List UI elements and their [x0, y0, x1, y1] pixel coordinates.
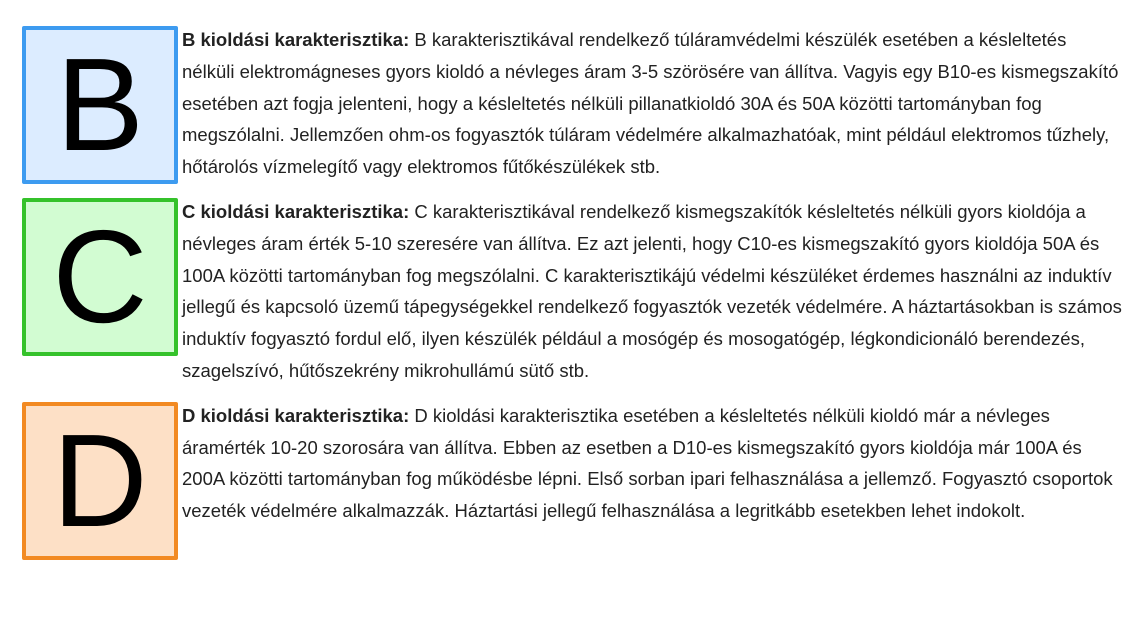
term-b: B kioldási karakterisztika:: [182, 29, 410, 50]
term-c: C kioldási karakterisztika:: [182, 200, 410, 222]
letter-d-icon: D: [22, 402, 178, 560]
description-d: D kioldási karakterisztika esetében a késleltetés nélküli kioldó már a névleges áramérték 10-20 szorosára van állítva. Ebben az esetben a D10-es kismegszakító gyors kioldója már 100A és 200A közötti tartományban fog működésbe lépni. Első sorban ipari felhasználása a jellemző. Fogyasztó csoportok vezeték védelmére alkalmazzák. Háztartási jellegű felhasználása a legritkább esetekben lehet indokolt.: [182, 404, 1113, 522]
term-d: D kioldási karakterisztika:: [182, 404, 410, 426]
section-b: [22, 24, 1122, 183]
letter-c-icon: C: [22, 198, 178, 356]
section-c: [22, 196, 1122, 387]
description-b: B karakterisztikával rendelkező túláramvédelmi készülék esetében a késleltetés nélküli elektromágneses gyors kioldó a névleges áram 3-5 szörösére van állítva. Vagyis egy B10-es kismegszakító esetében azt fogja jelenteni, hogy a késleltetés nélküli pillanatkioldó 30A és 50A közötti tartományban fog megszólalni. Jellemzően ohm-os fogyasztók túláram védelmére alkalmazhatóak, mint például elektromos tűzhely, hőtárolós vízmelegítő vagy elektromos fűtőkészülékek stb.: [182, 29, 1119, 178]
letter-b-icon: B: [22, 26, 178, 184]
description-c: C karakterisztikával rendelkező kismegszakítók késleltetés nélküli gyors kioldója a névleges áram érték 5-10 szeresére van állítva. Ez azt jelenti, hogy C10-es kismegszakító gyors kioldója 50A és 100A közötti tartományban fog megszólalni. C karakterisztikájú védelmi készüléket érdemes használni az induktív jellegű és kapcsoló üzemű tápegységekkel rendelkező fogyasztók vezeték védelmére. A háztartásokban is számos induktív fogyasztó fordul elő, ilyen készülék például a mosógép és mosogatógép, légkondicionáló berendezés, szagelszívó, hűtőszekrény mikrohullámú sütő stb.: [182, 200, 1122, 381]
article-content: [22, 24, 1122, 560]
section-d: [22, 400, 1122, 554]
